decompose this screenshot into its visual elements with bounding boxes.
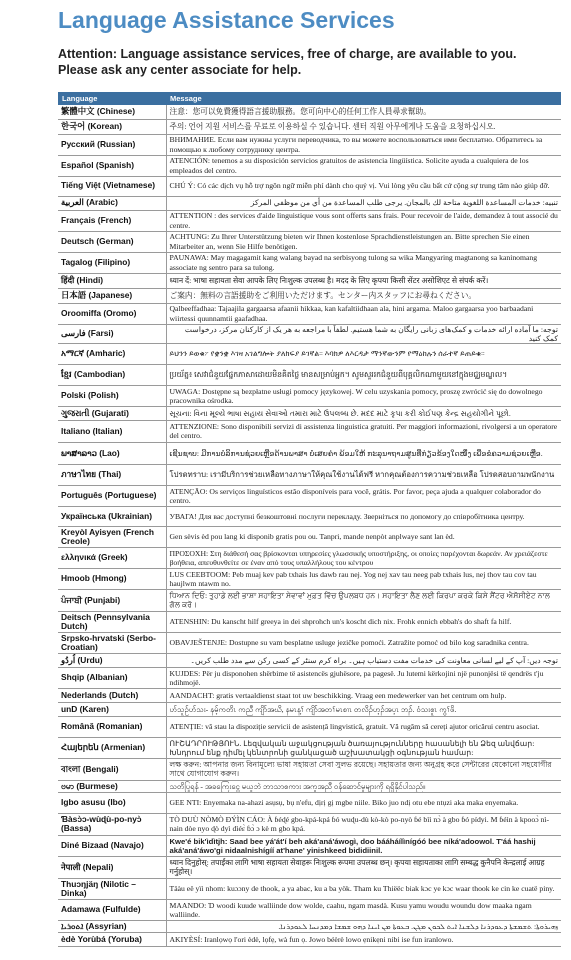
table-row [58,506,561,526]
language-message: ВНИМАНИЕ. Если вам нужны услуги переводчика, то вы можете воспользоваться ими бесплатно. Обратитесь за помощью к любому сотруднику центра. [166,134,561,155]
language-message: OBAVJEŠTENJE: Dostupne su vam besplatne usluge jezičke pomoći. Zatražite pomoć od bilo kog saradnika centra. [166,632,561,653]
language-message: સૂચના: વિના મૂલ્યે ભાષા સહાય સેવાઓ તમારા માટે ઉપલબ્ધ છે. મદદ માટે કૃપા કરી કોઈપણ કેન્દ્ર સહયોગીને પૂછો. [166,406,561,420]
table-row [58,653,561,667]
language-message: ይህንን ይወቁ፦ የቋንቋ እገዛ አገልግሎት ያለክፍያ ይገኛል። እባክዎ ለእርዳታ ማንኛውንም የማዕከሉን ሰራተኛ ይጠይቁ። [166,343,561,364]
table-row [58,856,561,878]
language-name: Diné Bizaad (Navajo) [58,835,166,856]
table-row [58,589,561,611]
language-message: ध्यान दें: भाषा सहायता सेवा आपके लिए निःशुल्क उपलब्ध है। मदद के लिए कृपया किसी सेंटर असोशिएट से संपर्क करें। [166,273,561,288]
header-language: Language [58,92,166,105]
language-message: ເຊີນຊາບ: ມີການບໍລິການຊ່ວຍເຫຼືອດ້ານພາສາ ບໍ່ເສຍຄ່າ ພ້ອມໃຫ້ ກະລຸນາຖາມສູນທີ່ກ່ຽວຂ້ອງໃດໜຶ່ງ ເພື່ອຂໍຄວາມຊ່ວຍເຫຼືອ. [166,442,561,464]
table-row [58,420,561,442]
language-name: ελληνικά (Greek) [58,547,166,568]
language-name: Français (French) [58,210,166,231]
language-name: اُردُو (Urdu) [58,653,166,667]
language-name: 日本語 (Japanese) [58,288,166,303]
language-name: èdè Yorùbá (Yoruba) [58,932,166,946]
language-name: ภาษาไทย (Thai) [58,464,166,485]
language-message: 주의: 언어 지원 서비스를 무료로 이용하실 수 있습니다. 센터 직원 아무에게나 도움을 요청하십시오. [166,119,561,134]
language-name: हिंदी (Hindi) [58,273,166,288]
language-message: CHÚ Ý: Có các dịch vụ hỗ trợ ngôn ngữ miễn phí dành cho quý vị. Vui lòng yêu cầu bất cứ cộng sự trung tâm nào giúp đỡ. [166,176,561,196]
table-row [58,758,561,780]
language-message: توجہ دیں: آپ کے لیے لسانی معاونت کی خدمات مفت دستیاب ہیں۔ براہ کرم سنٹر کے کسی رکن سے مدد طلب کریں۔ [166,653,561,667]
language-message: TÒ DUÙ NÒMÒ ƉÝÌN CÁO: À ɓéɖé gbo-kpá-kpá ɓó wuɖu-dù kò-kò po-nyò ɓé bìì nɔ̀ à gbo ɓó pídyi. M ɓéìn à kpooɔ̀ nì-nain dòe nyo ɖò dyì dìéɛ̀ ɓɔ̀ ɔ kè m gbo kpá. [166,813,561,835]
language-name: Hmoob (Hmong) [58,568,166,589]
language-message: ATENCIÓN: tenemos a su disposición servicios gratuitos de asistencia lingüística. Solicite ayuda a cualquiera de los empleados del centro. [166,155,561,176]
language-name: ગુજરાતી (Gujarati) [58,406,166,420]
table-row [58,667,561,688]
language-name: Español (Spanish) [58,155,166,176]
table-row [58,792,561,813]
language-message: ဟ်သူဉ်ဟ်သး- နမ့်ကတိၤ ကညီ ကျိာ်အဃိ, နမၤန့ၢ် ကျိာ်အတၢ်မၤစၢၤ တလိၣ်ဟ့ၣ်အပ့ၤ ဘၣ်. ဝံသးစူၤ ကွၢ်ဖိ. [166,702,561,716]
language-message: โปรดทราบ: เรามีบริการช่วยเหลือทางภาษาให้คุณใช้งานได้ฟรี หากคุณต้องการความช่วยเหลือ โปรดสอบถามพนักงาน [166,464,561,485]
language-name: Deitsch (Pennsylvania Dutch) [58,611,166,632]
language-message: KUJDES: Për ju disponohen shërbime të asistencës gjuhësore, pa pagesë. Ju lutemi kërkojini një punonjësi të qendrës t'ju ndihmojë. [166,667,561,688]
table-row [58,920,561,932]
language-name: Deutsch (German) [58,231,166,252]
language-message: ご案内：無料の言語援助をご利用いただけます。センター内スタッフにお尋ねください。 [166,288,561,303]
language-name: Português (Portuguese) [58,485,166,506]
table-row [58,899,561,920]
language-name: فارسی (Farsi) [58,324,166,343]
table-row [58,835,561,856]
language-message: UWAGA: Dostępne są bezpłatne usługi pomocy językowej. W celu uzyskania pomocy, proszę zwrócić się do dowolnego pracownika ośrodka. [166,385,561,406]
language-name: ພາສາລາວ (Lao) [58,442,166,464]
language-message: Gen sèvis èd pou lang ki disponib gratis pou ou. Tanpri, mande nenpòt anplwaye sant lan èd. [166,526,561,547]
language-name: Shqip (Albanian) [58,667,166,688]
language-message: Kwe'é bik'ìdìtjh: Saad bee yá'át'í beh aká'aná'áwogì, doo bááháílìnígóó bee níká'adoowol. T'áá hashij aká'aná'áwo'gi nidaalnishígíí at'hane' yinishkeed bididiinil. [166,835,561,856]
page-title: Language Assistance Services [58,7,395,33]
language-name: አማርኛ (Amharic) [58,343,166,364]
table-row [58,385,561,406]
language-message: ध्यान दिनुहोस्: तपाईंका लागि भाषा सहायता सेवाहरू निःशुल्क रूपमा उपलब्ध छन्। कृपया सहायताका लागि सम्बद्ध कुनैपनि केन्द्रलाई आग्रह गर्नुहोस्। [166,856,561,878]
language-name: unD (Karen) [58,702,166,716]
language-name: Українська (Ukrainian) [58,506,166,526]
table-row [58,406,561,420]
language-name: ខ្មែរ (Cambodian) [58,364,166,385]
table-row [58,547,561,568]
language-message: تنبيه: خدمات المساعدة اللغوية متاحة لك بالمجان. يرجى طلب المساعدة من أي من موظفي المركز [166,196,561,210]
language-message: Täàu eë yïi nhom: kuɔɔny de thook, a ya abac, ku a ba yök. Tham ku Thiëëc biak kɔc ye kɔc waar thook ke cin ke cuatë piny. [166,878,561,899]
language-message: ATENÇÃO: Os serviços linguísticos estão disponíveis para você, grátis. Por favor, peça ajuda a qualquer colaborador do centro. [166,485,561,506]
table-row [58,932,561,946]
language-name: Ɓàsɔ̀ɔ-wùɖù-po-nyɔ̀ (Bassa) [58,813,166,835]
table-row [58,105,561,119]
table-row [58,196,561,210]
language-message: ATENSHIN: Du kanscht hilf greeya in dei shprohch un's koscht dich nix. Frohk ennich ebbah's do shaft fa hilf. [166,611,561,632]
table-row [58,364,561,385]
language-message: သတိပြုရန် - အခကြေးငွေ မယူဘဲ ဘာသာစကား အကူအညီ ဝန်ဆောင်မှုများကို ရရှိနိုင်ပါသည်။ [166,780,561,792]
language-name: Kreyòl Ayisyen (French Creole) [58,526,166,547]
table-row [58,119,561,134]
language-name: ဗမာ (Burmese) [58,780,166,792]
language-message: AANDACHT: gratis vertaaldienst staat tot uw beschikking. Vraag een medewerker van het centrum om hulp. [166,688,561,702]
language-message: MAANDO: Ɗ woodi kuude walliinde dow wolde, caahu, ngam masdà. Kusu yamu woudu woundu dow maaka ngam walliinde. [166,899,561,920]
table-row [58,878,561,899]
language-message: LUS CEEBTOOM: Peb muaj kev pab txhais lus dawb rau nej. Yog nej xav tau neeg pab txhais lus, nej thov tau cov tau haujlwm ntawm no. [166,568,561,589]
table-row [58,303,561,324]
language-name: Tagalog (Filipino) [58,252,166,273]
language-message: ATTENZIONE: Sono disponibili servizi di assistenza linguistica gratuiti. Per maggiori informazioni, rivolgersi a un operatore del centro. [166,420,561,442]
language-message: ܙܗܝܪܘܬܐ: ܬܫܡܫܬܐ ܕܥܘܕܪܢܐ ܕܠܫܢܐ ܐܝܬ ܠܟܘܢ ܡܓܢ. ܒܥܘܬܐ ܡܢ ܐܝܢܐ ܕܗܘ ܫܡܫܐ ܕܡܕܢܚܐ ܠܥܘܕܪܢܐ. [166,920,561,932]
table-row [58,688,561,702]
table-row [58,210,561,231]
table-row [58,134,561,155]
language-name: Italiano (Italian) [58,420,166,442]
language-name: 한국어 (Korean) [58,119,166,134]
language-name: Հայերեն (Armenian) [58,737,166,758]
language-message: Qalbeeffadhaa: Tajaajila gargaarsa afaanii hikkaa, kan kafaltiidhaan ala, hini argama. Maloo gargaarsa yoo barbaadani wiirtessi quunnamtii gaafadhaa. [166,303,561,324]
table-row [58,780,561,792]
language-message: লক্ষ করুন: আপনার জন্য বিনামূল্যে ভাষা সহায়তা সেবা সুলভ রয়েছে। সহায়তার জন্য অনুগ্রহ করে সেন্টারের যেকোনো সহযোগীর সাথে যোগাযোগ করুন। [166,758,561,780]
language-name: Tiếng Việt (Vietnamese) [58,176,166,196]
language-name: 繁體中文 (Chinese) [58,105,166,119]
language-name: Adamawa (Fulfulde) [58,899,166,920]
table-row [58,231,561,252]
language-message: AKIYÈSÍ: Iranlọwọ l'ori èdè, lọfẹ, wà fun ọ. Jowo béèrè lowo ẹnikẹni nibi ise fun iranlowo. [166,932,561,946]
language-message: ATTENTION : des services d'aide linguistique vous sont offerts sans frais. Pour recevoir de l'aide, demandez à tout associé du centre. [166,210,561,231]
language-message: 注意：您可以免費獲得語言援助服務。您可向中心的任何工作人員尋求幫助。 [166,105,561,119]
language-message: УВАГА! Для вас доступні безкоштовні послуги перекладу. Зверніться по допомогу до співробітника центру. [166,506,561,526]
table-row [58,813,561,835]
language-name: বাংলা (Bengali) [58,758,166,780]
intro-notice [58,46,558,78]
table-row [58,442,561,464]
table-row [58,526,561,547]
language-message: توجه: ما آماده ارائه خدمات و کمک‌های زبانی رایگان به شما هستیم. لطفاً با مراجعه به هر یک از کارکنان مرکز، درخواست کمک کنید [166,324,561,343]
language-message: ਧਿਆਨ ਦਿਓ: ਤੁਹਾਡੇ ਲਈ ਭਾਸ਼ਾ ਸਹਾਇਤਾ ਸੇਵਾਵਾਂ ਮੁਫ਼ਤ ਵਿੱਚ ਉਪਲਬਧ ਹਨ। ਸਹਾਇਤਾ ਲੈਣ ਲਈ ਕਿਰਪਾ ਕਰਕੇ ਕਿਸੇ ਸੈਂਟਰ ਐਸੋਸੀਏਟ ਨਾਲ ਗੱਲ ਕਰੋ। [166,589,561,611]
language-name: العربية (Arabic) [58,196,166,210]
language-message: ATENȚIE: vă stau la dispoziție servicii de asistență lingvistică, gratuit. Vă rugăm să cereți ajutor oricărui centru asociat. [166,716,561,737]
intro-line-1: Attention: Language assistance services, free of charge, are available to you. [58,47,517,61]
language-name: Polski (Polish) [58,385,166,406]
language-message: ប្រយ័ត្ន៖ សេវាជំនួយផ្នែកភាសាដោយមិនគិតថ្លៃ មានសម្រាប់អ្នក។ សូមសួររកជំនួយពីបុគ្គលិកណាមួយនៅក្នុងមជ្ឈមណ្ឌល។ [166,364,561,385]
language-name: Oroomiffa (Oromo) [58,303,166,324]
table-header-row [58,92,561,105]
language-name: नेपाली (Nepali) [58,856,166,878]
language-name: Română (Romanian) [58,716,166,737]
table-row [58,702,561,716]
language-name: ਪੰਜਾਬੀ (Punjabi) [58,589,166,611]
language-table [58,92,561,947]
language-message: PAUNAWA: May magagamit kang walang bayad na serbisyong tulong sa wika Mangyaring magtanong sa kaninomang associate ng sentro para sa tulong. [166,252,561,273]
language-name: Igbo asusu (Ibo) [58,792,166,813]
table-row [58,485,561,506]
language-message: ΠΡΟΣΟΧΗ: Στη διάθεσή σας βρίσκονται υπηρεσίες γλωσσικής υποστήριξης, οι οποίες παρέχονται δωρεάν. Αν χρειάζεστε βοήθεια, απευθυνθείτε σε έναν από τους υπαλλήλους του κέντρου [166,547,561,568]
table-row [58,288,561,303]
language-name: Nederlands (Dutch) [58,688,166,702]
language-name: Srpsko-hrvatski (Serbo-Croatian) [58,632,166,653]
table-row [58,324,561,343]
table-row [58,464,561,485]
table-row [58,716,561,737]
language-message: GEE NTI: Enyemaka na-ahazi asụsụ, bụ n'efu, dịrị gị mgbe niile. Biko juo ndị otu ebe ntụzi aka maka enyemaka. [166,792,561,813]
intro-line-2: Please ask any center associate for help. [58,63,302,77]
table-row [58,343,561,364]
language-message: ՈՒՇԱԴՐՈՒԹՅՈՒՆ. Լեզվական աջակցության ծառայությունները հասանելի են Ձեզ անվճար: Խնդրում ենք դիմել կենտրոնի ցանկացած աշխատակցի օգնության համար: [166,737,561,758]
header-message: Message [166,92,561,105]
language-message: ACHTUNG: Zu Ihrer Unterstützung bieten wir Ihnen kostenlose Sprachdienstleistungen an. Bitte sprechen Sie einen Mitarbeiter an, wenn Sie Hilfe benötigen. [166,231,561,252]
table-row [58,176,561,196]
table-row [58,737,561,758]
language-name: ܐܬܘܪܝܐ (Assyrian) [58,920,166,932]
language-name: Русский (Russian) [58,134,166,155]
table-row [58,273,561,288]
table-row [58,155,561,176]
table-row [58,568,561,589]
table-row [58,252,561,273]
language-name: Thuɔŋjäŋ (Nilotic – Dinka) [58,878,166,899]
table-row [58,632,561,653]
table-row [58,611,561,632]
